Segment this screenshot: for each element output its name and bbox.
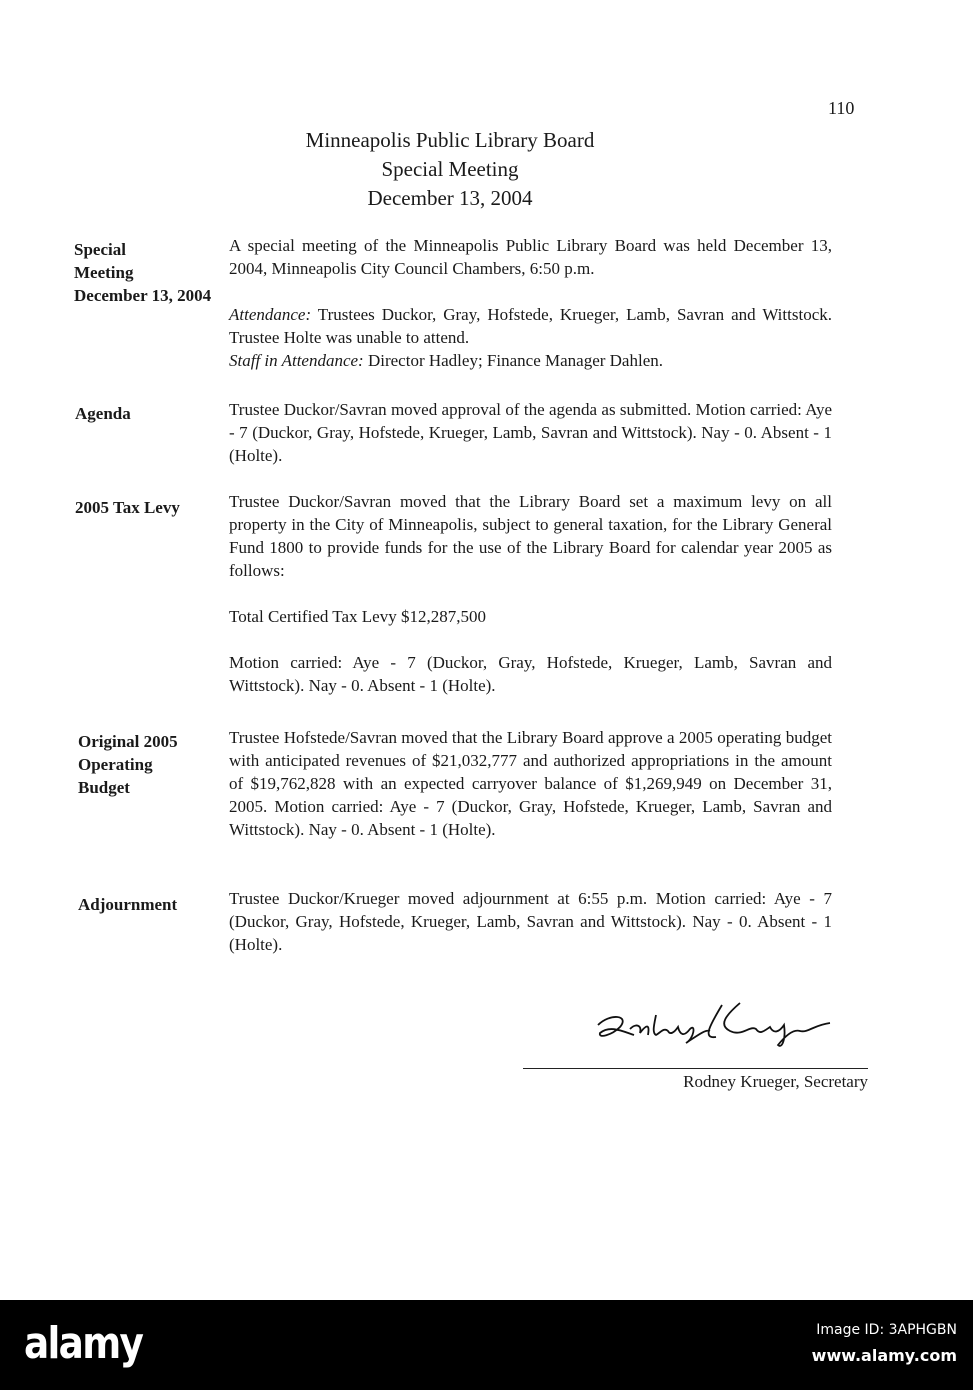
- alamy-logo: alamy: [24, 1318, 143, 1369]
- paragraph: Trustee Duckor/Savran moved that the Library Board set a maximum levy on all property in the City of Minneapolis, subject to general taxation, for the Library General Fund 1800 to provide funds for the use of the Library Board for calendar year 2005 as follows:: [229, 492, 832, 580]
- section-label-special-meeting: [74, 238, 211, 307]
- handwritten-signature: [590, 995, 850, 1065]
- label-line: Special: [74, 240, 126, 259]
- section-label-agenda: Agenda: [75, 404, 131, 423]
- signatory-name: Rodney Krueger, Secretary: [683, 1072, 868, 1091]
- image-id: Image ID: 3APHGBN: [816, 1322, 957, 1338]
- section-label-adjournment: Adjournment: [78, 895, 178, 914]
- label-line: December 13, 2004: [74, 286, 212, 305]
- watermark-url: www.alamy.com: [811, 1346, 957, 1365]
- section-label-operating-budget: [78, 730, 178, 799]
- title-line: Special Meeting: [381, 157, 519, 181]
- watermark-bar: [0, 1300, 973, 1390]
- attendance-text: Trustees Duckor, Gray, Hofstede, Krueger, Lamb, Savran and Wittstock. Trustee Holte was unable to attend.: [229, 305, 832, 347]
- staff-label: Staff in Attendance:: [229, 351, 364, 370]
- paragraph: Trustee Hofstede/Savran moved that the Library Board approve a 2005 operating budget with anticipated revenues of $21,032,777 and authorized appropriations in the amount of $19,762,828 with an expected carryover balance of $1,269,949 on December 31, 2005. Motion carried: Aye - 7 (Duckor, Gray, Hofstede, Krueger, Lamb, Savran and Wittstock). Nay - 0. Absent - 1 (Holte).: [229, 728, 832, 839]
- page-number: 110: [828, 98, 855, 118]
- label-line: Budget: [78, 778, 130, 797]
- section-body-adjournment: [229, 887, 832, 956]
- paragraph: Motion carried: Aye - 7 (Duckor, Gray, Hofstede, Krueger, Lamb, Savran and Wittstock). Nay - 0. Absent - 1 (Holte).: [229, 653, 832, 695]
- title-line: December 13, 2004: [367, 186, 533, 210]
- section-body-special-meeting: [229, 234, 832, 372]
- section-body-tax-levy: [229, 490, 832, 697]
- paragraph: Trustee Duckor/Savran moved approval of the agenda as submitted. Motion carried: Aye - 7 (Duckor, Gray, Hofstede, Krueger, Lamb, Savran and Wittstock). Nay - 0. Absent - 1 (Holte).: [229, 400, 832, 465]
- paragraph: A special meeting of the Minneapolis Public Library Board was held December 13, 2004, Minneapolis City Council Chambers, 6:50 p.m.: [229, 236, 832, 278]
- label-line: Operating: [78, 755, 153, 774]
- staff-text: Director Hadley; Finance Manager Dahlen.: [367, 351, 663, 370]
- paragraph: Trustee Duckor/Krueger moved adjournment at 6:55 p.m. Motion carried: Aye - 7 (Duckor, Gray, Hofstede, Krueger, Lamb, Savran and Wittstock). Nay - 0. Absent - 1 (Holte).: [229, 889, 832, 954]
- section-label-tax-levy: 2005 Tax Levy: [75, 498, 180, 517]
- attendance-label: Attendance:: [229, 305, 312, 324]
- total-levy: Total Certified Tax Levy $12,287,500: [229, 607, 486, 626]
- label-line: Meeting: [74, 263, 134, 282]
- section-body-agenda: [229, 398, 832, 467]
- title-line: Minneapolis Public Library Board: [305, 128, 595, 152]
- label-line: Original 2005: [78, 732, 178, 751]
- attendance-paragraph: [229, 303, 832, 349]
- signature-line: [523, 1068, 868, 1069]
- section-body-operating-budget: [229, 726, 832, 841]
- staff-paragraph: [229, 349, 832, 372]
- document-title: [200, 126, 700, 213]
